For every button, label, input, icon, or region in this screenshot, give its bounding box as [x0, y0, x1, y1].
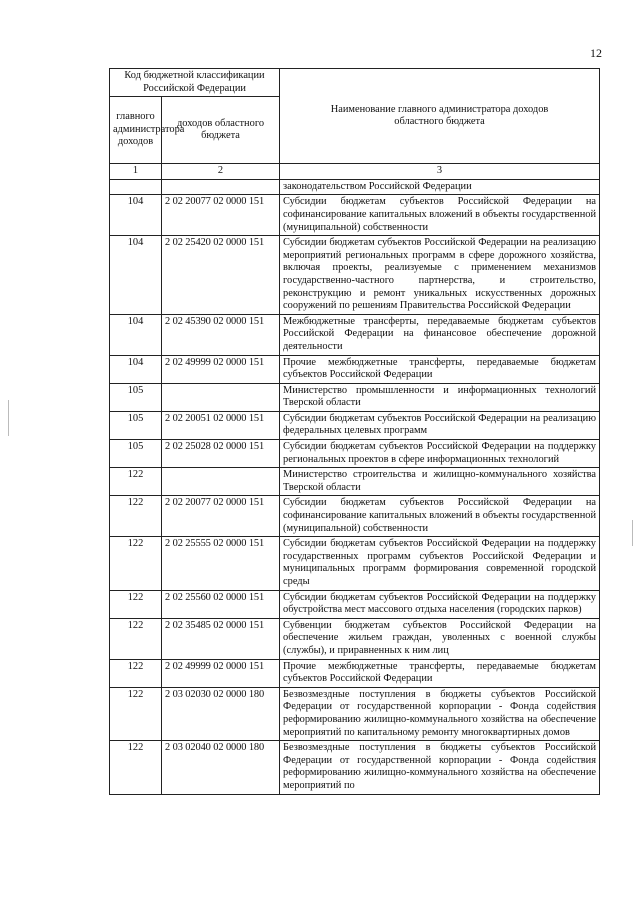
table-row	[110, 411, 600, 439]
table-row	[110, 618, 600, 659]
revenue-code-cell	[162, 383, 280, 411]
admin-code-cell: 122	[110, 659, 162, 687]
admin-code-cell: 122	[110, 590, 162, 618]
administrator-name-cell: Субсидии бюджетам субъектов Российской Федерации на реализацию мероприятий региональных программ в сфере дорожного хозяйства, включая проекты, реализуемые с применением механизмов государственно-частного партнерства, и строительство, реконструкцию и ремонт уникальных искусственных дорожных сооружений по решениям Правительства Российской Федерации	[280, 236, 600, 315]
admin-column-header: главного администратора доходов	[110, 97, 162, 164]
admin-code-cell	[110, 179, 162, 195]
administrator-name-cell: Субсидии бюджетам субъектов Российской Федерации на софинансирование капитальных вложений в объекты государственной (муниципальной) собственности	[280, 496, 600, 537]
table-row	[110, 590, 600, 618]
admin-code-cell: 104	[110, 314, 162, 355]
administrator-name-cell: Министерство строительства и жилищно-коммунального хозяйства Тверской области	[280, 468, 600, 496]
admin-code-cell: 122	[110, 537, 162, 590]
revenue-code-cell	[162, 179, 280, 195]
admin-code-cell: 122	[110, 741, 162, 794]
name-column-header: Наименование главного администратора доходов областного бюджета	[280, 69, 600, 164]
table-row	[110, 314, 600, 355]
revenue-code-cell: 2 03 02030 02 0000 180	[162, 687, 280, 740]
table-row	[110, 496, 600, 537]
revenue-code-cell: 2 02 20077 02 0000 151	[162, 195, 280, 236]
table-row	[110, 537, 600, 590]
table-row	[110, 741, 600, 794]
admin-code-cell: 105	[110, 383, 162, 411]
revenue-code-cell	[162, 468, 280, 496]
admin-code-cell: 104	[110, 236, 162, 315]
budget-classification-code-header: Код бюджетной классификации Российской Федерации	[110, 69, 280, 97]
administrator-name-cell: Министерство промышленности и информационных технологий Тверской области	[280, 383, 600, 411]
table-row	[110, 179, 600, 195]
table-row	[110, 236, 600, 315]
table-row	[110, 383, 600, 411]
administrator-name-cell: Безвозмездные поступления в бюджеты субъектов Российской Федерации от государственной корпорации - Фонда содействия реформированию жилищно-коммунального хозяйства на обеспечение мероприятий по капитальному ремонту многоквартирных домов	[280, 687, 600, 740]
table-body	[110, 179, 600, 794]
revenue-code-cell: 2 02 45390 02 0000 151	[162, 314, 280, 355]
administrator-name-cell: Прочие межбюджетные трансферты, передаваемые бюджетам субъектов Российской Федерации	[280, 355, 600, 383]
table-row	[110, 355, 600, 383]
administrator-name-cell: Субсидии бюджетам субъектов Российской Федерации на поддержку региональных проектов в сфере информационных технологий	[280, 440, 600, 468]
revenue-code-cell: 2 02 25560 02 0000 151	[162, 590, 280, 618]
administrator-name-cell: Субсидии бюджетам субъектов Российской Федерации на поддержку обустройства мест массового отдыха населения (городских парков)	[280, 590, 600, 618]
admin-code-cell: 105	[110, 440, 162, 468]
revenue-administrators-table	[109, 68, 600, 795]
revenue-code-cell: 2 02 25028 02 0000 151	[162, 440, 280, 468]
table-row	[110, 468, 600, 496]
scan-mark-right	[632, 520, 633, 546]
revenue-code-cell: 2 03 02040 02 0000 180	[162, 741, 280, 794]
revenue-code-cell: 2 02 20077 02 0000 151	[162, 496, 280, 537]
column-number-1: 1	[110, 164, 162, 180]
admin-code-cell: 122	[110, 496, 162, 537]
administrator-name-cell: Безвозмездные поступления в бюджеты субъектов Российской Федерации от государственной корпорации - Фонда содействия реформированию жилищно-коммунального хозяйства на обеспечение мероприятий по	[280, 741, 600, 794]
administrator-name-cell: Межбюджетные трансферты, передаваемые бюджетам субъектов Российской Федерации на финансовое обеспечение дорожной деятельности	[280, 314, 600, 355]
administrator-name-cell: Субсидии бюджетам субъектов Российской Федерации на софинансирование капитальных вложений в объекты государственной (муниципальной) собственности	[280, 195, 600, 236]
column-number-3: 3	[280, 164, 600, 180]
revenue-code-cell: 2 02 35485 02 0000 151	[162, 618, 280, 659]
table-header	[110, 69, 600, 180]
administrator-name-cell: Прочие межбюджетные трансферты, передаваемые бюджетам субъектов Российской Федерации	[280, 659, 600, 687]
table-row	[110, 659, 600, 687]
scan-mark-left	[8, 400, 9, 436]
revenue-code-cell: 2 02 25420 02 0000 151	[162, 236, 280, 315]
admin-code-cell: 122	[110, 468, 162, 496]
revenue-code-cell: 2 02 49999 02 0000 151	[162, 659, 280, 687]
administrator-name-cell: Субсидии бюджетам субъектов Российской Федерации на поддержку государственных программ субъектов Российской Федерации и муниципальных программ формирования современной городской среды	[280, 537, 600, 590]
admin-code-cell: 122	[110, 687, 162, 740]
revenue-code-cell: 2 02 20051 02 0000 151	[162, 411, 280, 439]
admin-code-cell: 122	[110, 618, 162, 659]
admin-code-cell: 104	[110, 355, 162, 383]
table-row	[110, 440, 600, 468]
admin-code-cell: 105	[110, 411, 162, 439]
page-number: 12	[590, 46, 602, 60]
admin-code-cell: 104	[110, 195, 162, 236]
revenue-code-cell: 2 02 25555 02 0000 151	[162, 537, 280, 590]
administrator-name-cell: Субсидии бюджетам субъектов Российской Федерации на реализацию федеральных целевых программ	[280, 411, 600, 439]
revenue-code-cell: 2 02 49999 02 0000 151	[162, 355, 280, 383]
administrator-name-cell: законодательством Российской Федерации	[280, 179, 600, 195]
table-row	[110, 687, 600, 740]
table-row	[110, 195, 600, 236]
column-number-row	[110, 164, 600, 180]
administrator-name-cell: Субвенции бюджетам субъектов Российской Федерации на обеспечение жильем граждан, уволенных с военной службы (службы), и приравненных к ним лиц	[280, 618, 600, 659]
revenue-code-column-header: доходов областного бюджета	[162, 97, 280, 164]
column-number-2: 2	[162, 164, 280, 180]
